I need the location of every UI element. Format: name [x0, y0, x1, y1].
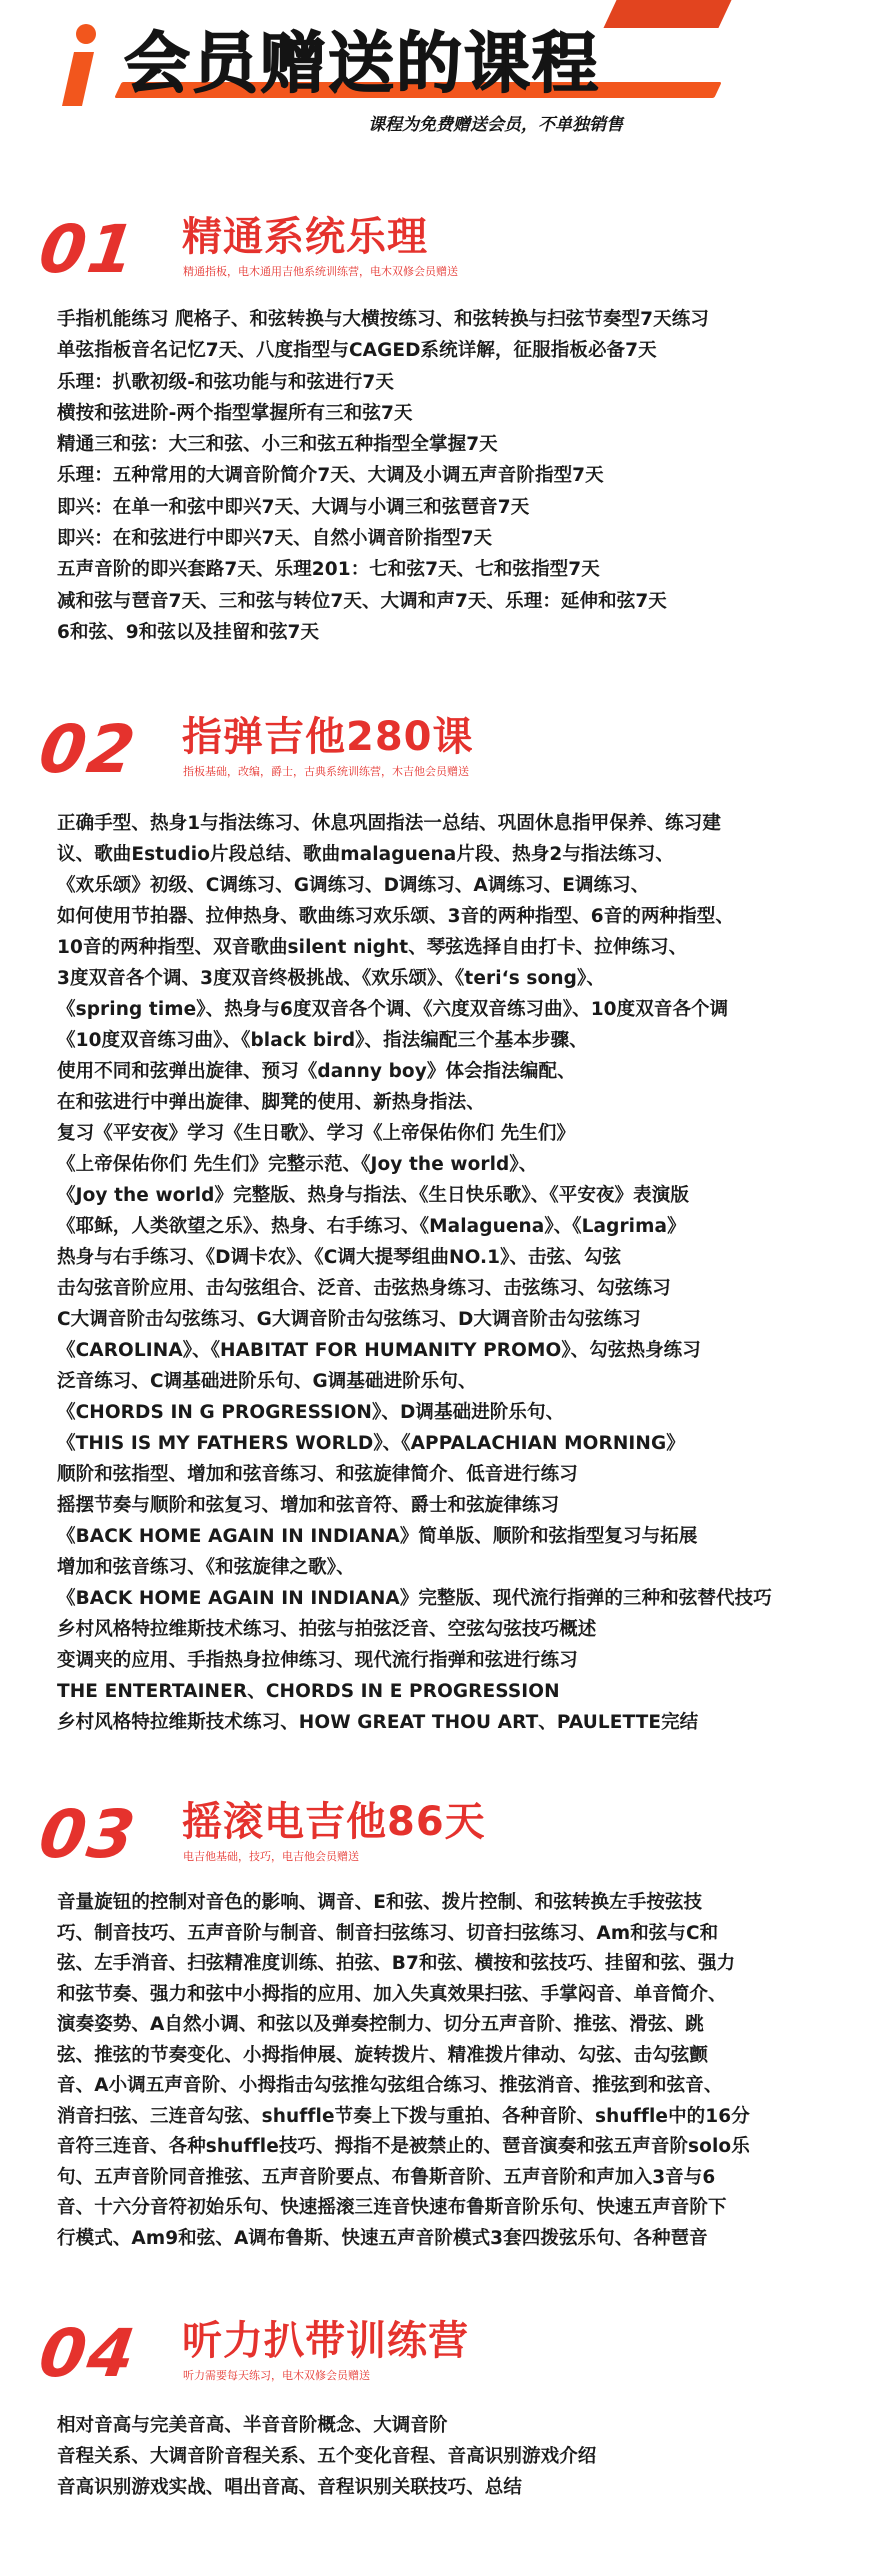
list-item: 如何使用节拍器、拉伸热身、歌曲练习欢乐颂、3音的两种指型、6音的两种指型、: [57, 906, 734, 927]
list-item: 10音的两种指型、双音歌曲silent night、琴弦选择自由打卡、拉伸练习、: [57, 937, 688, 958]
list-item: 复习《平安夜》学习《生日歌》、学习《上帝保佑你们 先生们》: [57, 1123, 576, 1144]
list-item: 《欢乐颂》初级、C调练习、G调练习、D调练习、A调练习、E调练习、: [57, 875, 650, 896]
list-item: 泛音练习、C调基础进阶乐句、G调基础进阶乐句、: [57, 1371, 477, 1392]
section-01-header: [34, 211, 840, 292]
section-subtitle: 电吉他基础，技巧，电吉他会员赠送: [183, 1850, 359, 1863]
list-item: 《Joy the world》完整版、热身与指法、《生日快乐歌》、《平安夜》表演版: [57, 1185, 689, 1206]
list-item: 增加和弦音练习、《和弦旋律之歌》、: [57, 1557, 355, 1578]
list-item: 3度双音各个调、3度双音终极挑战、《欢乐颂》、《teri‘s song》、: [57, 968, 605, 989]
list-item: 摇摆节奏与顺阶和弦复习、增加和弦音符、爵士和弦旋律练习: [57, 1495, 560, 1516]
list-item: 句、五声音阶同音推弦、五声音阶要点、布鲁斯音阶、五声音阶和声加入3音与6: [57, 2166, 716, 2188]
list-item: 消音扫弦、三连音勾弦、shuffle节奏上下拨与重拍、各种音阶、shuffle中的16分: [57, 2105, 750, 2127]
list-item: 《BACK HOME AGAIN IN INDIANA》完整版、现代流行指弹的三种和弦替代技巧: [57, 1588, 772, 1609]
list-item: 音量旋钮的控制对音色的影响、调音、E和弦、拨片控制、和弦转换左手按弦技: [57, 1892, 703, 1913]
list-item: 《耶稣，人类欲望之乐》、热身、右手练习、《Malaguena》、《Lagrima》: [57, 1216, 686, 1237]
list-item: 弦、左手消音、扫弦精准度训练、拍弦、B7和弦、横按和弦技巧、挂留和弦、强力: [57, 1953, 736, 1974]
list-item: 议、歌曲Estudio片段总结、歌曲malaguena片段、热身2与指法练习、: [57, 844, 674, 865]
list-item: 和弦节奏、强力和弦中小拇指的应用、加入失真效果扫弦、手掌闷音、单音简介、: [57, 1983, 727, 2005]
list-item: 手指机能练习 爬格子、和弦转换与大横按练习、和弦转换与扫弦节奏型7天练习: [57, 309, 709, 330]
list-item: 行模式、Am9和弦、A调布鲁斯、快速五声音阶模式3套四拨弦乐句、各种琶音: [57, 2227, 708, 2249]
list-item: 单弦指板音名记忆7天、八度指型与CAGED系统详解，征服指板必备7天: [57, 340, 657, 362]
list-item: 《上帝保佑你们 先生们》完整示范、《Joy the world》、: [57, 1154, 538, 1175]
section-04-header: [34, 2315, 840, 2396]
list-item: 使用不同和弦弹出旋律、预习《danny boy》体会指法编配、: [57, 1061, 576, 1082]
list-item: 五声音阶的即兴套路7天、乐理201：七和弦7天、七和弦指型7天: [57, 559, 600, 581]
list-item: THE ENTERTAINER、CHORDS IN E PROGRESSION: [57, 1681, 560, 1702]
section-title: 听力扒带训练营: [182, 2318, 469, 2364]
section-number: 04: [34, 2315, 142, 2392]
list-item: 弦、推弦的节奏变化、小拇指伸展、旋转拨片、精准拨片律动、勾弦、击勾弦颤: [57, 2044, 709, 2066]
section-subtitle: 精通指板，电木通用吉他系统训练营，电木双修会员赠送: [183, 265, 458, 278]
list-item: 即兴：在和弦进行中即兴7天、自然小调音阶指型7天: [57, 528, 493, 550]
section-number: 01: [34, 211, 142, 288]
page-subtitle: 课程为免费赠送会员，不单独销售: [368, 115, 623, 135]
list-item: 6和弦、9和弦以及挂留和弦7天: [57, 621, 320, 643]
section-title: 摇滚电吉他86天: [182, 1799, 486, 1845]
list-item: C大调音阶击勾弦练习、G大调音阶击勾弦练习、D大调音阶击勾弦练习: [57, 1309, 641, 1330]
section-02-course-list: [57, 808, 837, 1738]
list-item: 《THIS IS MY FATHERS WORLD》、《APPALACHIAN MORNING》: [57, 1433, 685, 1454]
list-item: 巧、制音技巧、五声音阶与制音、制音扫弦练习、切音扫弦练习、Am和弦与C和: [57, 1922, 719, 1944]
list-item: 乡村风格特拉维斯技术练习、拍弦与拍弦泛音、空弦勾弦技巧概述: [57, 1619, 597, 1640]
section-title: 指弹吉他280课: [182, 714, 474, 760]
section-02-header: [34, 711, 840, 792]
list-item: 音符三连音、各种shuffle技巧、拇指不是被禁止的、琶音演奏和弦五声音阶solo乐: [57, 2136, 750, 2157]
page-title: 会员赠送的课程: [124, 25, 600, 102]
list-item: 正确手型、热身1与指法练习、休息巩固指法一总结、巩固休息指甲保养、练习建: [57, 813, 721, 834]
section-04-course-list: [57, 2410, 837, 2503]
list-item: 横按和弦进阶-两个指型掌握所有三和弦7天: [57, 402, 413, 424]
list-item: 《CHORDS IN G PROGRESSION》、D调基础进阶乐句、: [57, 1402, 565, 1423]
header-top-stripe: [0, 0, 874, 14]
list-item: 变调夹的应用、手指热身拉伸练习、现代流行指弹和弦进行练习: [57, 1650, 578, 1671]
list-item: 精通三和弦：大三和弦、小三和弦五种指型全掌握7天: [57, 434, 498, 456]
section-number: 03: [34, 1796, 142, 1873]
list-item: 音程关系、大调音阶音程关系、五个变化音程、音高识别游戏介绍: [57, 2446, 597, 2467]
list-item: 乡村风格特拉维斯技术练习、HOW GREAT THOU ART、PAULETTE完结: [57, 1712, 699, 1733]
list-item: 热身与右手练习、《D调卡农》、《C调大提琴组曲NO.1》、击弦、勾弦: [57, 1247, 622, 1268]
section-subtitle: 听力需要每天练习，电木双修会员赠送: [183, 2369, 370, 2382]
list-item: 击勾弦音阶应用、击勾弦组合、泛音、击弦热身练习、击弦练习、勾弦练习: [57, 1278, 671, 1299]
list-item: 《10度双音练习曲》、《black bird》、指法编配三个基本步骤、: [57, 1030, 588, 1051]
section-03-course-list: [57, 1888, 837, 2254]
list-item: 在和弦进行中弹出旋律、脚凳的使用、新热身指法、: [57, 1092, 485, 1113]
list-item: 《CAROLINA》、《HABITAT FOR HUMANITY PROMO》、勾弦热身练习: [57, 1340, 701, 1361]
list-item: 乐理：扒歌初级-和弦功能与和弦进行7天: [57, 371, 394, 393]
list-item: 《BACK HOME AGAIN IN INDIANA》简单版、顺阶和弦指型复习与拓展: [57, 1526, 698, 1547]
list-item: 即兴：在单一和弦中即兴7天、大调与小调三和弦琶音7天: [57, 496, 530, 518]
list-item: 音高识别游戏实战、唱出音高、音程识别关联技巧、总结: [57, 2477, 523, 2498]
section-title: 精通系统乐理: [182, 214, 428, 260]
section-01-course-list: [57, 304, 837, 648]
info-i-icon: [50, 20, 110, 110]
list-item: 乐理：五种常用的大调音阶简介7天、大调及小调五声音阶指型7天: [57, 465, 604, 487]
section-subtitle: 指板基础，改编，爵士，古典系统训练营，木吉他会员赠送: [183, 765, 469, 778]
list-item: 减和弦与琶音7天、三和弦与转位7天、大调和声7天、乐理：延伸和弦7天: [57, 590, 667, 612]
section-03-header: [34, 1796, 840, 1877]
header-accent-shape: [603, 0, 731, 28]
page-header: [0, 0, 874, 150]
list-item: 音、十六分音符初始乐句、快速摇滚三连音快速布鲁斯音阶乐句、快速五声音阶下: [57, 2197, 727, 2218]
list-item: 相对音高与完美音高、半音音阶概念、大调音阶: [57, 2415, 448, 2436]
list-item: 演奏姿势、A自然小调、和弦以及弹奏控制力、切分五声音阶、推弦、滑弦、跳: [57, 2014, 704, 2035]
list-item: 《spring time》、热身与6度双音各个调、《六度双音练习曲》、10度双音各个调: [57, 999, 729, 1020]
list-item: 音、A小调五声音阶、小拇指击勾弦推勾弦组合练习、推弦消音、推弦到和弦音、: [57, 2075, 723, 2096]
section-number: 02: [34, 711, 142, 788]
list-item: 顺阶和弦指型、增加和弦音练习、和弦旋律简介、低音进行练习: [57, 1464, 578, 1485]
